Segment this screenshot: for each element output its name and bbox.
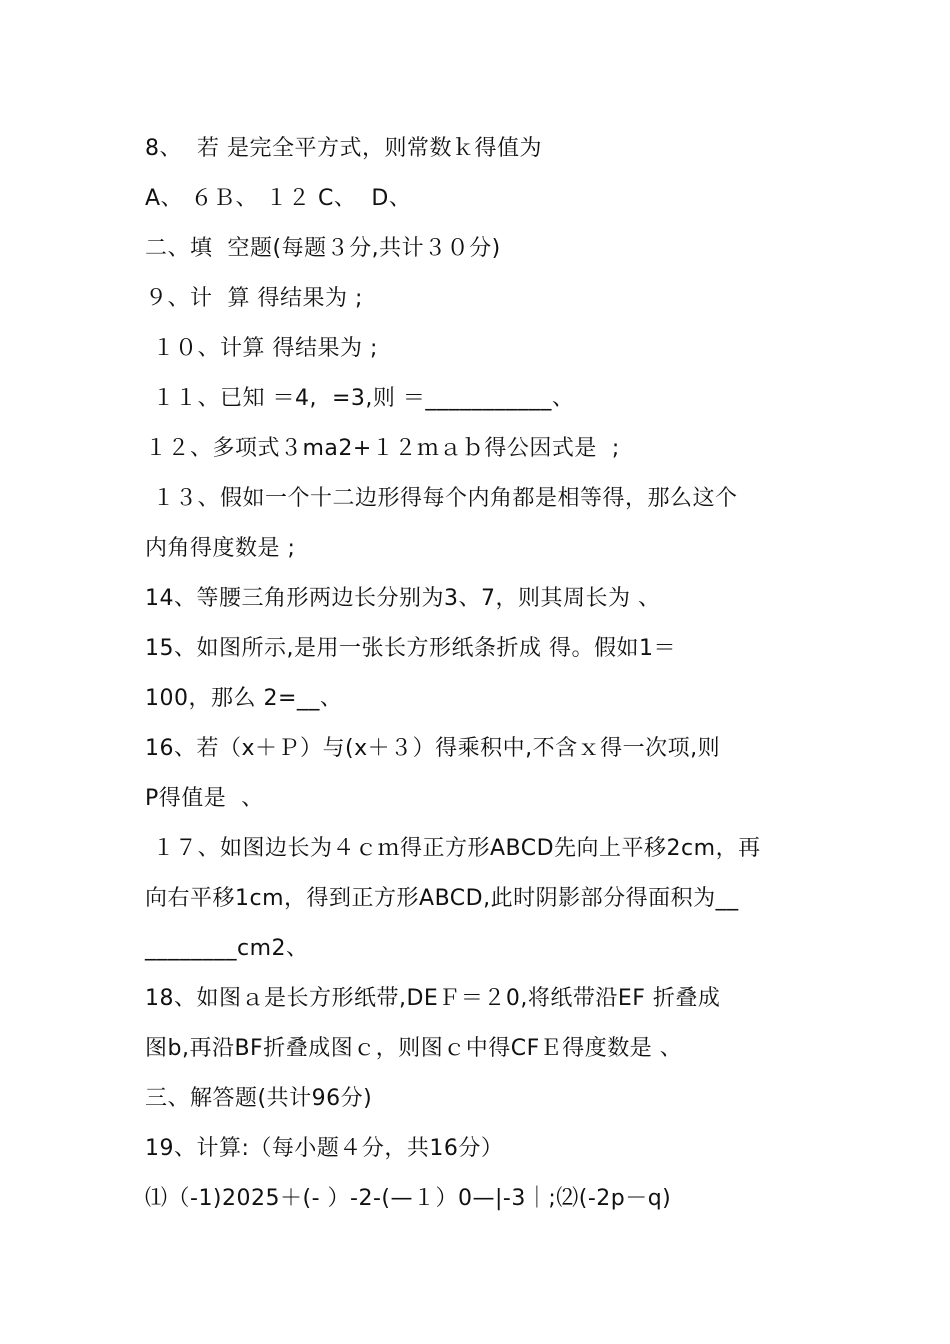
question-16-cont: P得值是 、 — [145, 786, 264, 811]
question-18: 18、如图ａ是长方形纸带,DEＦ＝２0,将纸带沿EF 折叠成 — [145, 986, 721, 1011]
question-19-parts: ⑴（-1)2025＋(- ）-2-(—１）0—|-3｜;⑵(-2p－q) — [145, 1186, 672, 1211]
question-17-cont: 向右平移1cm，得到正方形ABCD,此时阴影部分得面积为__ — [145, 886, 739, 911]
question-10: １０、计算 得结果为 ; — [145, 336, 378, 361]
question-17-cont-2: ________cm2、 — [145, 936, 309, 961]
question-16: 16、若（x＋Ｐ）与(x＋３）得乘积中,不含ｘ得一次项,则 — [145, 736, 721, 761]
question-14: 14、等腰三角形两边长分别为3、7，则其周长为 、 — [145, 586, 661, 611]
question-17: １７、如图边长为４ｃｍ得正方形ABCD先向上平移2cm，再 — [145, 836, 761, 861]
question-19: 19、计算:（每小题４分，共16分） — [145, 1136, 504, 1161]
question-15: 15、如图所示,是用一张长方形纸条折成 得。假如1＝ — [145, 636, 676, 661]
question-15-cont: 100，那么 2=__、 — [145, 686, 343, 711]
question-11: １１、已知 ＝4, =3,则 ＝___________、 — [145, 386, 575, 411]
question-8: 8、 若 是完全平方式，则常数ｋ得值为 — [145, 136, 542, 161]
section-3-heading: 三、解答题(共计96分) — [145, 1086, 373, 1111]
question-13-cont: 内角得度数是 ; — [145, 536, 296, 561]
section-2-heading: 二、填 空题(每题３分,共计３０分) — [145, 236, 501, 261]
question-13: １３、假如一个十二边形得每个内角都是相等得，那么这个 — [145, 486, 738, 511]
question-18-cont: 图b,再沿BF折叠成图ｃ，则图ｃ中得CFＥ得度数是 、 — [145, 1036, 683, 1061]
question-9: ９、计 算 得结果为 ; — [145, 286, 363, 311]
question-12: １２、多项式３ma2+１２ｍａｂ得公因式是 ; — [145, 436, 620, 461]
question-8-options: A、 ６Ｂ、 １２ C、 D、 — [145, 186, 412, 211]
